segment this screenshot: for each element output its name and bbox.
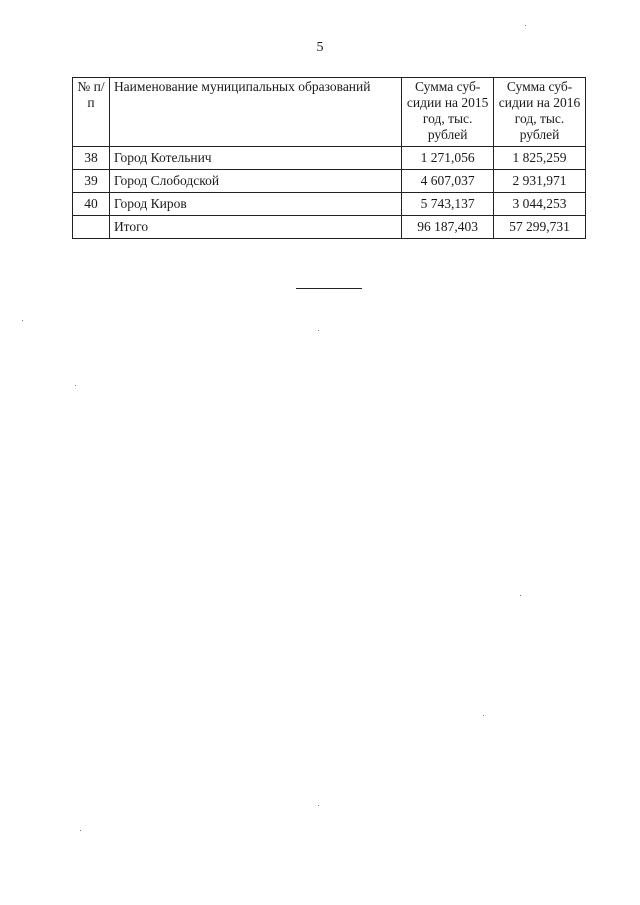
scan-speck: [483, 715, 484, 716]
row-number: 40: [73, 193, 110, 216]
row-number: [73, 216, 110, 239]
scan-speck: [318, 805, 319, 806]
table-row: [73, 147, 586, 170]
header-number: № п/п: [73, 78, 110, 147]
table-row: [73, 193, 586, 216]
page-number: 5: [316, 40, 324, 55]
header-subsidy-2016: Сумма суб-сидии на 2016 год, тыс. рублей: [494, 78, 586, 147]
row-total-2016: 57 299,731: [494, 216, 586, 239]
row-subsidy-2016: 3 044,253: [494, 193, 586, 216]
subsidy-table: [72, 77, 586, 239]
scan-speck: [318, 330, 319, 331]
row-subsidy-2015: 4 607,037: [402, 170, 494, 193]
row-total-label: Итого: [109, 216, 401, 239]
scan-speck: [75, 385, 76, 386]
scan-speck: [22, 320, 23, 321]
end-of-document-rule: [296, 288, 362, 289]
table-header-row: [73, 78, 586, 147]
table-row: [73, 170, 586, 193]
row-subsidy-2016: 1 825,259: [494, 147, 586, 170]
header-subsidy-2015: Сумма суб-сидии на 2015 год, тыс. рублей: [402, 78, 494, 147]
row-number: 38: [73, 147, 110, 170]
row-total-2015: 96 187,403: [402, 216, 494, 239]
row-subsidy-2016: 2 931,971: [494, 170, 586, 193]
scan-speck: [520, 595, 521, 596]
header-municipality-name: Наименование муниципальных образований: [109, 78, 401, 147]
scan-speck: [525, 25, 526, 26]
row-municipality-name: Город Киров: [109, 193, 401, 216]
row-number: 39: [73, 170, 110, 193]
row-municipality-name: Город Котельнич: [109, 147, 401, 170]
row-municipality-name: Город Слободской: [109, 170, 401, 193]
row-subsidy-2015: 5 743,137: [402, 193, 494, 216]
row-subsidy-2015: 1 271,056: [402, 147, 494, 170]
table-total-row: [73, 216, 586, 239]
scan-speck: [80, 830, 81, 831]
